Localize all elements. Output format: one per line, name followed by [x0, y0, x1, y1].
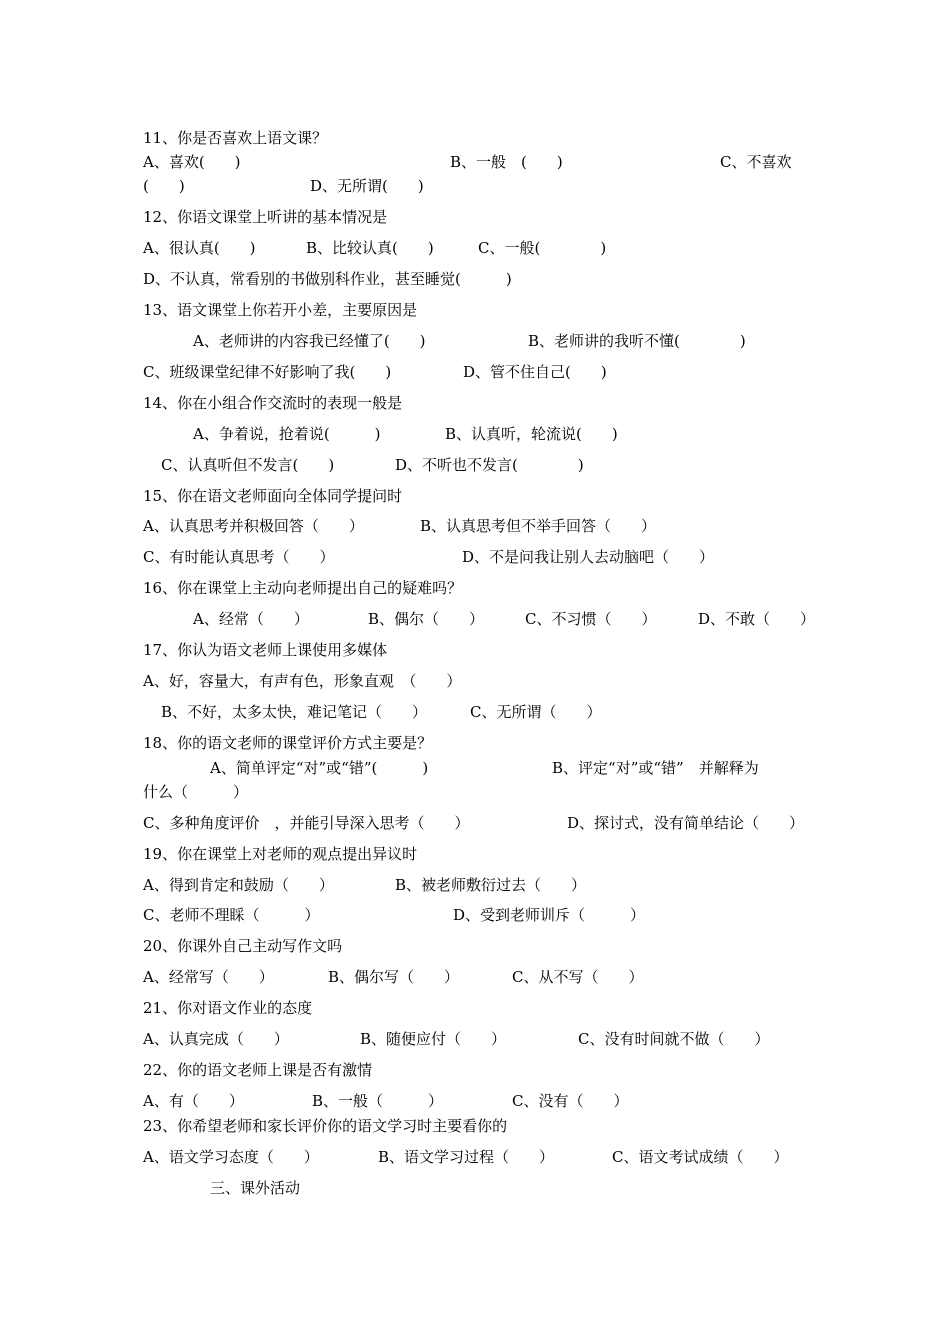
option-11d: D、无所谓( )	[310, 177, 424, 195]
option-16b: B、偶尔（ ）	[368, 610, 485, 628]
option-21c: C、没有时间就不做（ ）	[578, 1030, 770, 1048]
option-14d: D、不听也不发言( )	[395, 456, 584, 474]
question-13: 13、语文课堂上你若开小差，主要原因是	[143, 301, 418, 319]
option-13d: D、管不住自己( )	[463, 363, 607, 381]
option-22a: A、有（ ）	[143, 1092, 244, 1110]
question-12: 12、你语文课堂上听讲的基本情况是	[143, 208, 388, 226]
option-21b: B、随便应付（ ）	[360, 1030, 507, 1048]
option-23a: A、语文学习态度（ ）	[143, 1148, 319, 1166]
option-13b: B、老师讲的我听不懂( )	[528, 332, 746, 350]
option-18c: C、多种角度评价 ，并能引导深入思考（ ）	[143, 814, 470, 832]
option-22b: B、一般（ ）	[312, 1092, 444, 1110]
option-17b: B、不好，太多太快，难记笔记（ ）	[161, 703, 428, 721]
option-11c-blank: ( )	[143, 177, 185, 195]
question-11: 11、你是否喜欢上语文课？	[143, 129, 328, 147]
option-15d: D、不是问我让别人去动脑吧（ ）	[462, 548, 715, 566]
question-15: 15、你在语文老师面向全体同学提问时	[143, 487, 403, 505]
option-15c: C、有时能认真思考（ ）	[143, 548, 335, 566]
option-19d: D、受到老师训斥（ ）	[453, 906, 646, 924]
option-19a: A、得到肯定和鼓励（ ）	[143, 876, 334, 894]
option-20b: B、偶尔写（ ）	[328, 968, 460, 986]
question-14: 14、你在小组合作交流时的表现一般是	[143, 394, 403, 412]
option-22c: C、没有（ ）	[512, 1092, 629, 1110]
question-19: 19、你在课堂上对老师的观点提出异议时	[143, 845, 418, 863]
option-12c: C、一般( )	[478, 239, 607, 257]
question-18: 18、你的语文老师的课堂评价方式主要是？	[143, 734, 433, 752]
option-13c: C、班级课堂纪律不好影响了我( )	[143, 363, 392, 381]
option-12b: B、比较认真( )	[306, 239, 434, 257]
question-17: 17、你认为语文老师上课使用多媒体	[143, 641, 388, 659]
option-15a: A、认真思考并积极回答（ ）	[143, 517, 364, 535]
option-12a: A、很认真( )	[143, 239, 256, 257]
option-16a: A、经常（ ）	[193, 610, 309, 628]
option-23c: C、语文考试成绩（ ）	[612, 1148, 789, 1166]
section-heading-extracurricular: 三、课外活动	[210, 1179, 301, 1197]
option-18a: A、简单评定“对”或“错”( )	[210, 759, 429, 777]
option-11a: A、喜欢( )	[143, 153, 241, 171]
option-19c: C、老师不理睬（ ）	[143, 906, 320, 924]
question-23: 23、你希望老师和家长评价你的语文学习时主要看你的	[143, 1117, 508, 1135]
option-18b-cont: 什么（ ）	[143, 783, 249, 801]
question-22: 22、你的语文老师上课是否有激情	[143, 1061, 373, 1079]
option-14a: A、争着说，抢着说( )	[193, 425, 381, 443]
option-20c: C、从不写（ ）	[512, 968, 644, 986]
option-17a: A、好，容量大，有声有色，形象直观 （ ）	[143, 672, 462, 690]
option-16c: C、不习惯（ ）	[525, 610, 657, 628]
option-19b: B、被老师敷衍过去（ ）	[395, 876, 587, 894]
option-16d: D、不敢（ ）	[698, 610, 816, 628]
option-18d: D、探讨式，没有简单结论（ ）	[567, 814, 805, 832]
option-12d: D、不认真，常看别的书做别科作业，甚至睡觉( )	[143, 270, 512, 288]
option-15b: B、认真思考但不举手回答（ ）	[420, 517, 657, 535]
question-16: 16、你在课堂上主动向老师提出自己的疑难吗？	[143, 579, 463, 597]
option-23b: B、语文学习过程（ ）	[378, 1148, 555, 1166]
option-18b: B、评定“对”或“错” 并解释为	[552, 759, 759, 777]
option-17c: C、无所谓（ ）	[470, 703, 602, 721]
question-21: 21、你对语文作业的态度	[143, 999, 313, 1017]
option-11c: C、不喜欢	[720, 153, 792, 171]
option-13a: A、老师讲的内容我已经懂了( )	[193, 332, 426, 350]
option-21a: A、认真完成（ ）	[143, 1030, 289, 1048]
option-14c: C、认真听但不发言( )	[161, 456, 335, 474]
question-20: 20、你课外自己主动写作文吗	[143, 937, 343, 955]
option-14b: B、认真听，轮流说( )	[445, 425, 618, 443]
option-20a: A、经常写（ ）	[143, 968, 274, 986]
option-11b: B、一般 ( )	[450, 153, 563, 171]
